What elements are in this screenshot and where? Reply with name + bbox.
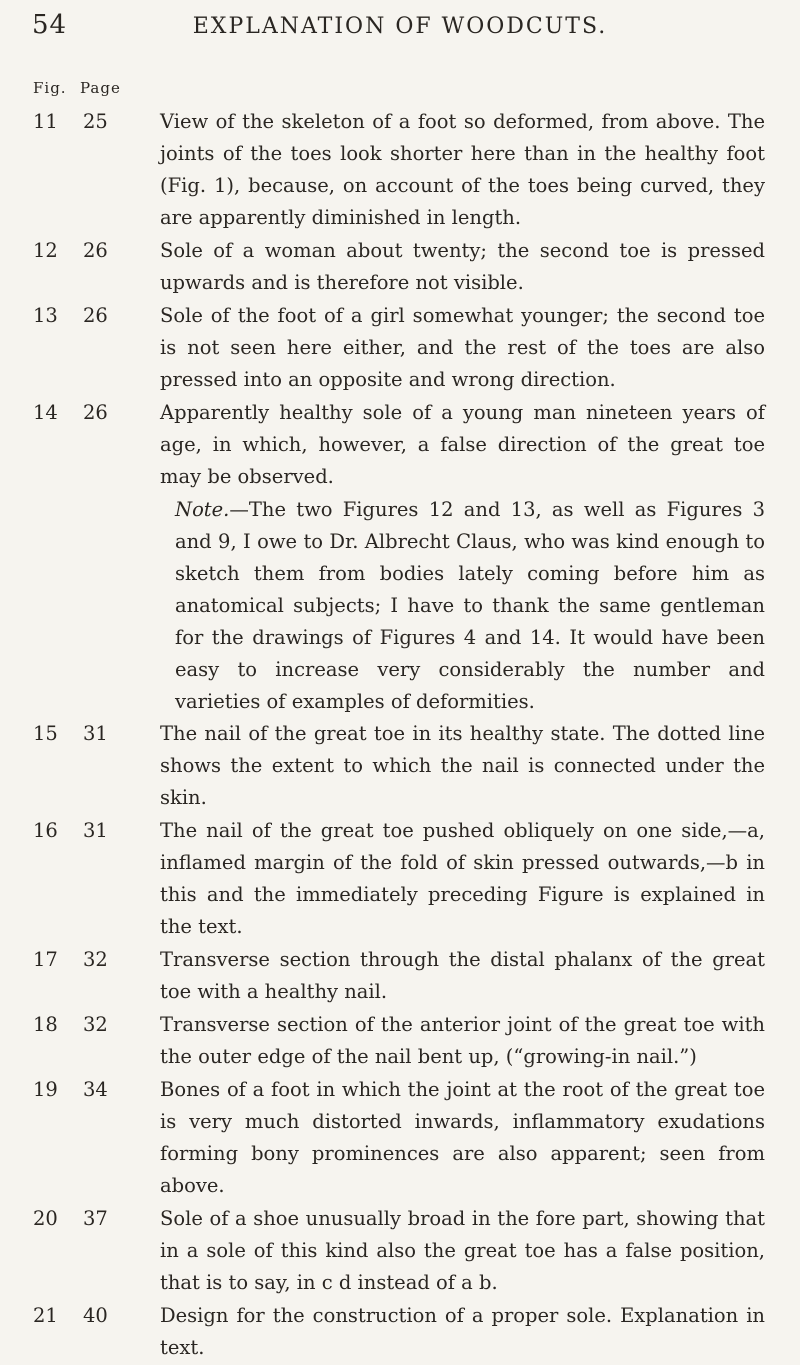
list-item — [0, 397, 800, 493]
page-ref: 25 — [83, 110, 108, 133]
page-ref: 32 — [83, 1013, 108, 1036]
page-number: 54 — [32, 10, 68, 40]
fig-number: 12 — [33, 239, 58, 262]
page-ref: 40 — [83, 1304, 108, 1327]
note-label: Note. — [175, 498, 230, 521]
fig-column-header: Fig. — [33, 79, 67, 97]
entry-text: Apparently healthy sole of a young man nineteen years of age, in which, however, a false direction of the great toe may be observed. — [160, 401, 765, 488]
entry-text: Transverse section of the anterior joint of the great toe with the outer edge of the nail bent up, (“growing-in nail.”) — [160, 1013, 765, 1068]
list-item — [0, 1009, 800, 1073]
entry-text: Transverse section through the distal phalanx of the great toe with a healthy nail. — [160, 948, 765, 1003]
entry-text: The nail of the great toe in its healthy state. The dotted line shows the extent to which the nail is connected under the skin. — [160, 722, 765, 809]
entry-text: Sole of a shoe unusually broad in the fore part, showing that in a sole of this kind also the great toe has a false position, that is to say, in c d instead of a b. — [160, 1207, 765, 1294]
page-ref: 34 — [83, 1078, 108, 1101]
list-item — [0, 300, 800, 396]
page-ref: 26 — [83, 304, 108, 327]
fig-number: 15 — [33, 722, 58, 745]
list-item — [0, 235, 800, 299]
page-ref: 32 — [83, 948, 108, 971]
page-ref: 26 — [83, 239, 108, 262]
list-item — [0, 718, 800, 814]
entry-text: Sole of the foot of a girl somewhat younger; the second toe is not seen here either, and the rest of the toes are also pressed into an opposite and wrong direction. — [160, 304, 765, 391]
entry-text: Sole of a woman about twenty; the second toe is pressed upwards and is therefore not visible. — [160, 239, 765, 294]
list-item — [0, 1203, 800, 1299]
page-ref: 37 — [83, 1207, 108, 1230]
fig-number: 21 — [33, 1304, 58, 1327]
page-ref: 31 — [83, 722, 108, 745]
entry-text: View of the skeleton of a foot so deformed, from above. The joints of the toes look shorter here than in the healthy foot (Fig. 1), because, on account of the toes being curved, they are apparently diminished in length. — [160, 110, 765, 229]
fig-number: 16 — [33, 819, 58, 842]
list-item — [0, 815, 800, 943]
running-title: EXPLANATION OF WOODCUTS. — [192, 14, 608, 39]
list-item — [0, 944, 800, 1008]
page-ref: 26 — [83, 401, 108, 424]
woodcut-list — [0, 106, 800, 1365]
list-item — [0, 106, 800, 234]
list-item — [0, 1074, 800, 1202]
entry-text: The nail of the great toe pushed obliquely on one side,—a, inflamed margin of the fold of skin pressed outwards,—b in this and the immediately preceding Figure is explained in the text. — [160, 819, 765, 938]
page-ref: 31 — [83, 819, 108, 842]
fig-number: 17 — [33, 948, 58, 971]
page-header — [0, 8, 800, 48]
fig-number: 18 — [33, 1013, 58, 1036]
list-item — [0, 1300, 800, 1364]
note-text: —The two Figures 12 and 13, as well as Figures 3 and 9, I owe to Dr. Albrecht Claus, who was kind enough to sketch them from bodies lately coming before him as anatomical subjects; I have to thank the same gentleman for the drawings of Figures 4 and 14. It would have been easy to increase very considerably the number and varieties of examples of deformities. — [175, 498, 765, 713]
note-paragraph — [175, 494, 765, 718]
fig-number: 13 — [33, 304, 58, 327]
fig-number: 20 — [33, 1207, 58, 1230]
fig-number: 11 — [33, 110, 58, 133]
page-column-header: Page — [80, 79, 121, 97]
fig-number: 19 — [33, 1078, 58, 1101]
fig-number: 14 — [33, 401, 58, 424]
entry-text: Bones of a foot in which the joint at the root of the great toe is very much distorted inwards, inflammatory exudations forming bony prominences are also apparent; seen from above. — [160, 1078, 765, 1197]
entry-text: Design for the construction of a proper sole. Explanation in text. — [160, 1304, 765, 1359]
